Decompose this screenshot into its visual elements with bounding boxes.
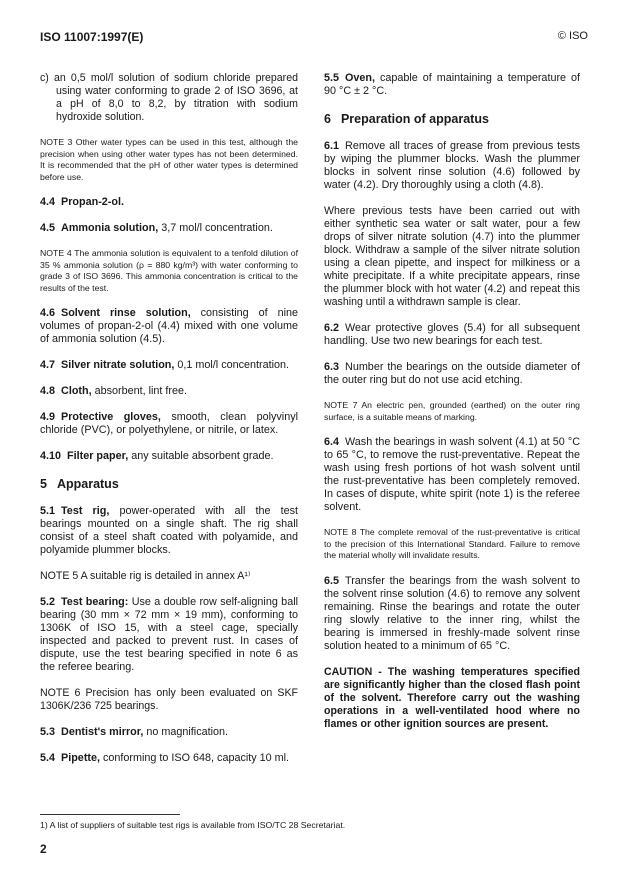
clause-text: Wash the bearings in wash solvent (4.1) at 50 °C to 65 °C, to remove the rust-preventative. Repeat the wash using fresh portions of hot wash solvent until the rust-preventative has been completely removed. In cases of dispute, white spirit (note 1) is the referee solvent. [324, 436, 580, 513]
clause-5-1 [40, 505, 298, 557]
clause-number: 6.2 [324, 322, 340, 334]
clause-title: Filter paper, [67, 450, 129, 462]
note-6: NOTE 6 Precision has only been evaluated on SKF 1306K/236 725 bearings. [40, 687, 298, 712]
clause-number: 5.5 [324, 72, 340, 84]
caution-paragraph: CAUTION - The washing temperatures specified are significantly higher than the closed flash point of the solvent. Therefore carry out the washing operations in a well-ventilated hood where no flames or other ignition sources are present. [324, 665, 580, 730]
page-number: 2 [40, 842, 47, 856]
footnote: 1) A list of suppliers of suitable test rigs is available from ISO/TC 28 Secretariat. [40, 820, 346, 830]
clause-number: 5.2 [40, 596, 56, 608]
clause-4-4 [40, 196, 298, 209]
clause-5-5 [324, 72, 580, 98]
clause-4-6 [40, 307, 298, 346]
section-title: Preparation of apparatus [340, 112, 489, 126]
clause-6-2 [324, 322, 580, 348]
clause-text: absorbent, lint free. [91, 385, 188, 397]
clause-title: Test bearing: [61, 596, 129, 608]
section-6-heading [324, 112, 580, 126]
clause-text: any suitable absorbent grade. [128, 450, 274, 462]
clause-number: 4.9 [40, 411, 56, 423]
clause-6-3 [324, 361, 580, 387]
clause-text: Wear protective gloves (5.4) for all subsequent handling. Use two new bearings for each test. [324, 322, 580, 347]
clause-number: 6.5 [324, 574, 340, 587]
clause-text: consisting of nine volumes of propan-2-ol (4.4) mixed with one volume of ammonia solution (4.5). [40, 307, 298, 345]
clause-title: Protective gloves, [61, 411, 161, 423]
section-number: 6 [324, 112, 331, 126]
left-column [40, 72, 298, 778]
clause-number: 4.4 [40, 196, 56, 208]
clause-title: Pipette, [61, 752, 101, 764]
clause-4-7 [40, 359, 298, 372]
clause-number: 5.1 [40, 505, 56, 517]
clause-text: Use a double row self-aligning ball bearing (30 mm × 72 mm × 19 mm), conforming to 1306K of ISO 15, with a steel cage, specially inspected and packed to prevent rust. In cases of dispute, use the test bearing specified in note 6 as the referee bearing. [40, 596, 298, 673]
clause-text: smooth, clean polyvinyl chloride (PVC), or polyethylene, or nitrile, or latex. [40, 411, 298, 436]
section-number: 5 [40, 477, 47, 491]
clause-title: Oven, [345, 72, 376, 84]
clause-text: capable of maintaining a temperature of 90 °C ± 2 °C. [324, 72, 580, 97]
clause-text: no magnification. [143, 726, 229, 738]
clause-text: Remove all traces of grease from previous tests by wiping the plummer blocks. Wash the plummer blocks in solvent rinse solution (4.6) followed by water (4.2). Dry thoroughly using a cloth (4.8). [324, 140, 580, 191]
clause-5-3 [40, 726, 298, 739]
clause-title: Ammonia solution, [61, 222, 159, 234]
clause-text: 0,1 mol/l concentration. [174, 359, 290, 371]
clause-6-4 [324, 436, 580, 514]
clause-text: 3,7 mol/l concentration. [158, 222, 273, 234]
clause-number: 6.1 [324, 140, 340, 152]
right-column [324, 72, 580, 731]
clause-number: 4.7 [40, 359, 56, 371]
clause-number: 4.5 [40, 222, 56, 234]
note-4: NOTE 4 The ammonia solution is equivalent to a tenfold dilution of 35 % ammonia solution (ρ = 880 kg/m³) with water conforming to grade 3 of ISO 3696. This ammonia concentration is critical to the results of the test. [40, 248, 298, 293]
footnote-rule [40, 814, 180, 815]
clause-text: conforming to ISO 648, capacity 10 ml. [100, 752, 290, 764]
clause-title: Propan-2-ol. [61, 196, 124, 208]
clause-4-10 [40, 450, 298, 463]
clause-title: Cloth, [61, 385, 92, 397]
clause-text: Transfer the bearings from the wash solvent to the solvent rinse solution (4.6) to remove any solvent remaining. Rinse the bearings and rotate the outer ring slowly relative to the inner ring, whilst the bearing is immersed in freshly-made solvent rinse solution heated to a minimum of 65 °C. [324, 574, 580, 652]
clause-title: Test rig, [61, 505, 110, 517]
clause-text: power-operated with all the test bearings mounted on a single shaft. The rig shall consist of a steel shaft coated with polyamide, and polyamide plummer blocks. [40, 505, 298, 556]
clause-number: 5.3 [40, 726, 56, 738]
header-standard: ISO 11007:1997(E) [40, 30, 144, 44]
clause-5-4 [40, 752, 298, 765]
paragraph-6-1-continued: Where previous tests have been carried out with either synthetic sea water or salt water, pour a few drops of silver nitrate solution (4.7) into the plummer block. Withdraw a sample of the silver nitrate solution using a clean pipette, and inspect for milkiness or a white precipitate. If a white precipitate appears, rinse the plummer block with hot water (4.2) and repeat this washing until a withdrawn sample is clear. [324, 205, 580, 308]
clause-4-8 [40, 385, 298, 398]
clause-title: Silver nitrate solution, [61, 359, 175, 371]
clause-6-5 [324, 575, 580, 653]
clause-title: Solvent rinse solution, [61, 307, 191, 319]
item-c: c) an 0,5 mol/l solution of sodium chloride prepared using water conforming to grade 2 of ISO 3696, at a pH of 8,0 to 8,2, by titration with sodium hydroxide solution. [40, 72, 298, 123]
clause-number: 4.10 [40, 450, 62, 462]
section-title: Apparatus [56, 477, 119, 491]
note-8: NOTE 8 The complete removal of the rust-preventative is critical to the precision of this International Standard. Failure to remove the material wholly will invalidate results. [324, 527, 580, 560]
clause-number: 5.4 [40, 752, 56, 764]
note-5: NOTE 5 A suitable rig is detailed in annex A¹⁾ [40, 570, 251, 582]
clause-number: 4.6 [40, 307, 56, 319]
header-copyright: © ISO [557, 30, 588, 42]
clause-title: Dentist's mirror, [61, 726, 144, 738]
clause-text: Number the bearings on the outside diameter of the outer ring but do not use acid etching. [324, 361, 580, 386]
note-3: NOTE 3 Other water types can be used in this test, although the precision when using other water types has not been determined. It is recommended that the pH of other water types is determined before use. [40, 137, 298, 182]
section-5-heading [40, 477, 298, 491]
clause-5-2 [40, 596, 298, 674]
clause-number: 4.8 [40, 385, 56, 397]
clause-6-1 [324, 140, 580, 192]
clause-number: 6.4 [324, 436, 340, 448]
clause-number: 6.3 [324, 361, 340, 373]
clause-4-9 [40, 411, 298, 437]
note-7: NOTE 7 An electric pen, grounded (earthed) on the outer ring surface, is a suitable means of marking. [324, 400, 580, 422]
clause-4-5 [40, 222, 298, 235]
